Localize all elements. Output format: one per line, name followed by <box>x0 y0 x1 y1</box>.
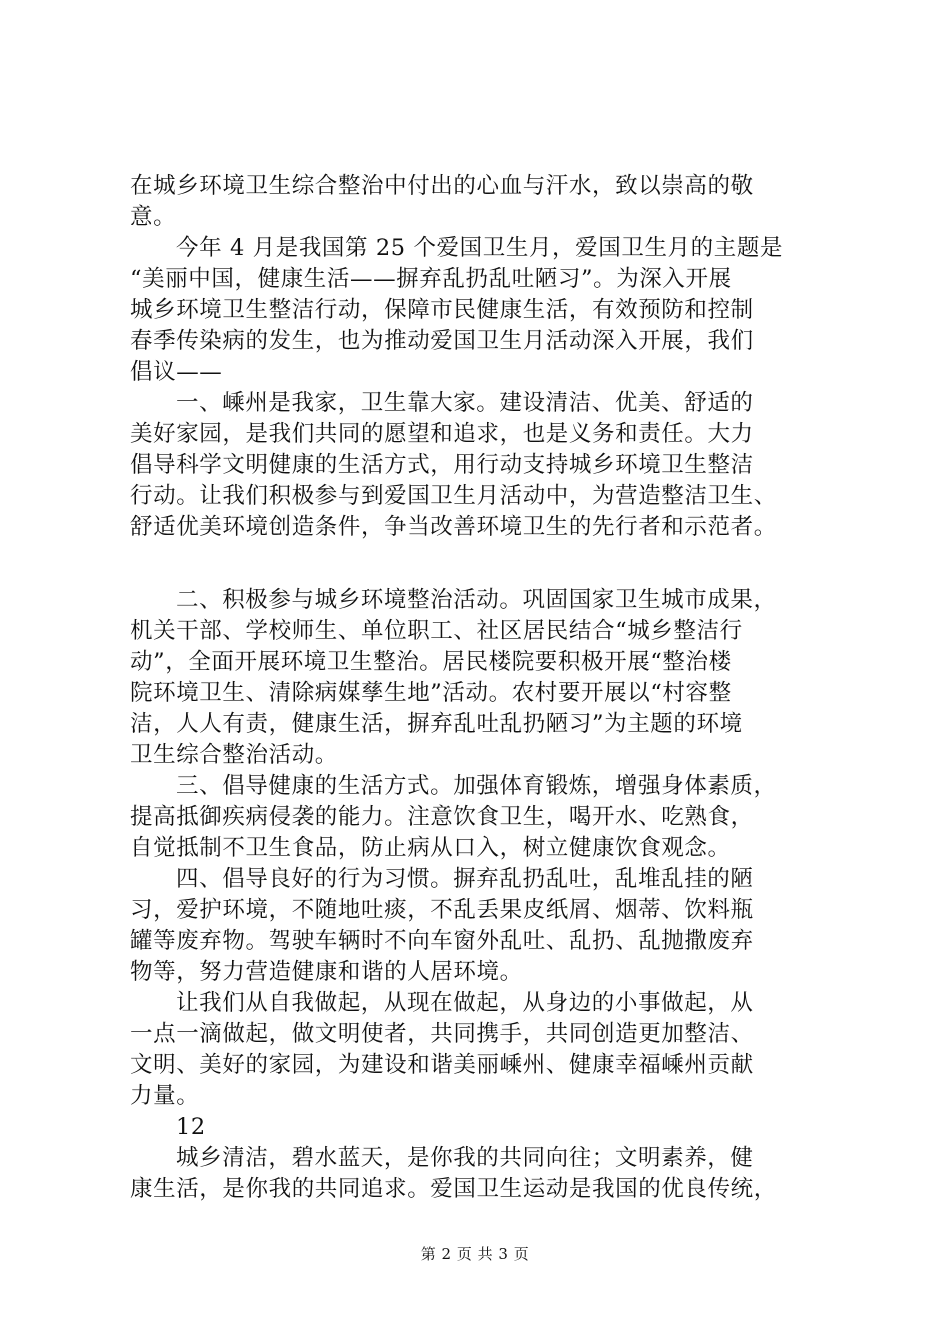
text-line: 三、倡导健康的生活方式。加强体育锻炼，增强身体素质， <box>176 773 777 799</box>
text-line: 让我们从自我做起，从现在做起，从身边的小事做起，从 <box>176 990 754 1016</box>
text-line: 美好家园，是我们共同的愿望和追求，也是义务和责任。大力 <box>130 421 754 447</box>
text-line: 院环境卫生、清除病媒孳生地”活动。农村要开展以“村容整 <box>130 680 732 706</box>
text-line: 城乡环境卫生整洁行动，保障市民健康生活，有效预防和控制 <box>130 297 754 323</box>
text-line: 一点一滴做起，做文明使者，共同携手，共同创造更加整洁、 <box>130 1021 754 1047</box>
text-line: 动”，全面开展环境卫生整治。居民楼院要积极开展“整治楼 <box>130 649 732 675</box>
text-line: 城乡清洁，碧水蓝天，是你我的共同向往；文明素养，健 <box>176 1145 754 1171</box>
text-line: 自觉抵制不卫生食品，防止病从口入，树立健康饮食观念。 <box>130 835 731 861</box>
text-line: 春季传染病的发生，也为推动爱国卫生月活动深入开展，我们 <box>130 328 754 354</box>
text-line: 倡议—— <box>130 359 223 385</box>
text-line: 力量。 <box>130 1083 200 1109</box>
text-line: 意。 <box>130 204 177 230</box>
document-body <box>130 171 842 1205</box>
page-number-footer: 第 2 页 共 3 页 <box>420 1245 530 1263</box>
text-line: 提高抵御疾病侵袭的能力。注意饮食卫生，喝开水、吃熟食， <box>130 804 754 830</box>
text-line: 机关干部、学校师生、单位职工、社区居民结合“城乡整洁行 <box>130 618 743 644</box>
text-line: 一、嵊州是我家，卫生靠大家。建设清洁、优美、舒适的 <box>176 390 754 416</box>
text-line: “美丽中国，健康生活——摒弃乱扔乱吐陋习”。为深入开展 <box>130 266 732 292</box>
text-line: 在城乡环境卫生综合整治中付出的心血与汗水，致以崇高的敬 <box>130 173 754 199</box>
paragraph-gap <box>130 543 842 585</box>
text-line: 四、倡导良好的行为习惯。摒弃乱扔乱吐，乱堆乱挂的陋 <box>176 866 754 892</box>
text-line: 洁，人人有责，健康生活，摒弃乱吐乱扔陋习”为主题的环境 <box>130 711 743 737</box>
text-line: 罐等废弃物。驾驶车辆时不向车窗外乱吐、乱扔、乱抛撒废弃 <box>130 928 754 954</box>
text-line: 二、积极参与城乡环境整治活动。巩固国家卫生城市成果， <box>176 587 777 613</box>
text-line: 文明、美好的家园，为建设和谐美丽嵊州、健康幸福嵊州贡献 <box>130 1052 754 1078</box>
text-line: 卫生综合整治活动。 <box>130 742 338 768</box>
text-line: 行动。让我们积极参与到爱国卫生月活动中，为营造整洁卫生、 <box>130 483 777 509</box>
text-line: 物等，努力营造健康和谐的人居环境。 <box>130 959 523 985</box>
text-line: 12 <box>176 1114 206 1140</box>
text-line: 康生活，是你我的共同追求。爱国卫生运动是我国的优良传统， <box>130 1176 777 1202</box>
text-line: 倡导科学文明健康的生活方式，用行动支持城乡环境卫生整洁 <box>130 452 754 478</box>
text-line: 今年 4 月是我国第 25 个爱国卫生月，爱国卫生月的主题是 <box>176 235 784 261</box>
text-line: 习，爱护环境，不随地吐痰，不乱丢果皮纸屑、烟蒂、饮料瓶 <box>130 897 754 923</box>
text-line: 舒适优美环境创造条件，争当改善环境卫生的先行者和示范者。 <box>130 514 777 540</box>
